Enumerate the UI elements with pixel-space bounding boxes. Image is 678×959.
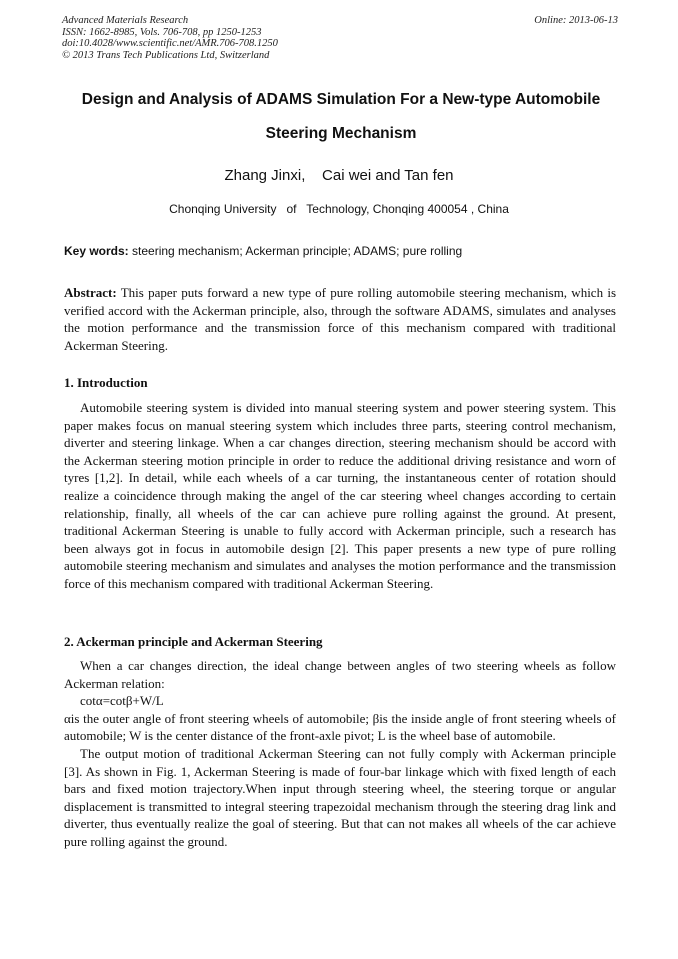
keywords-text: steering mechanism; Ackerman principle; ADAMS; pure rolling — [128, 244, 463, 258]
paper-title-line2: Steering Mechanism — [265, 125, 417, 142]
ackerman-paragraph-2: αis the outer angle of front steering wheels of automobile; βis the inside angle of front steering wheels of automobile; W is the center distance of the front-axle pivot; L is the wheel base of automobile. — [64, 710, 616, 744]
introduction-body — [64, 399, 616, 593]
ackerman-paragraph-3: The output motion of traditional Ackerman Steering can not fully comply with Ackerman principle [3]. As shown in Fig. 1, Ackerman Steering is made of four-bar linkage which with fixed length of each bars and fixed motion trajectory.When input through steering wheel, the steering torque or angular displacement is transmitted to integral steering trapezoidal mechanism through the steering drag link and diverter, thus eventually realize the goal of steering. But that can not makes all wheels of the car achieve pure rolling against the ground. — [64, 745, 616, 849]
journal-header — [62, 15, 618, 61]
abstract-label: Abstract: — [64, 285, 117, 300]
introduction-paragraph: Automobile steering system is divided into manual steering system and power steering system. This paper makes focus on manual steering system which includes three parts, steering control mechanism, diverter and steering linkage. When a car changes direction, steering mechanism should be accord with the Ackerman steering motion principle in order to reduce the additional driving resistance and worn of tyres [1,2]. In detail, while each wheels of a car turning, the instantaneous center of rotation should realize a coincidence through making the angel of the car steering wheel changes according to certain relationship, finally, all wheels of the car can achieve pure rolling against the ground. At present, traditional Ackerman Steering is unable to fully accord with Ackerman principle, such a research has been always got in focus in automobile design [2]. This paper presents a new type of pure rolling automobile steering mechanism and simulates and analyses the motion performance and the transmission force of this mechanism compared with traditional Ackerman Steering. — [64, 400, 616, 591]
ackerman-equation: cotα=cotβ+W/L — [80, 693, 164, 709]
issn-line: ISSN: 1662-8985, Vols. 706-708, pp 1250-1253 — [62, 26, 262, 38]
abstract — [64, 284, 616, 354]
affiliation: Chonqing University of Technology, Chonqing 400054 , China — [169, 202, 509, 216]
keywords — [64, 244, 616, 258]
section-heading-introduction: 1. Introduction — [64, 375, 148, 390]
authors: Zhang Jinxi, Cai wei and Tan fen — [224, 167, 454, 184]
copyright-line: © 2013 Trans Tech Publications Ltd, Switzerland — [62, 49, 270, 61]
ackerman-paragraph-1: When a car changes direction, the ideal change between angles of two steering wheels as follow Ackerman relation: — [64, 658, 616, 691]
keywords-label: Key words: — [64, 244, 129, 258]
journal-name: Advanced Materials Research — [62, 15, 189, 26]
section-heading-ackerman: 2. Ackerman principle and Ackerman Steering — [64, 634, 323, 649]
online-date: Online: 2013-06-13 — [534, 15, 618, 26]
doi-line: doi:10.4028/www.scientific.net/AMR.706-708.1250 — [62, 38, 278, 49]
ackerman-body — [64, 657, 616, 851]
abstract-text: This paper puts forward a new type of pure rolling automobile steering mechanism, which is verified accord with the Ackerman principle, also, through the software ADAMS, simulates and analyses the motion performance and the transmission force of this mechanism compared with traditional Ackerman Steering. — [64, 285, 616, 353]
paper-title-line1: Design and Analysis of ADAMS Simulation For a New-type Automobile — [81, 91, 601, 108]
